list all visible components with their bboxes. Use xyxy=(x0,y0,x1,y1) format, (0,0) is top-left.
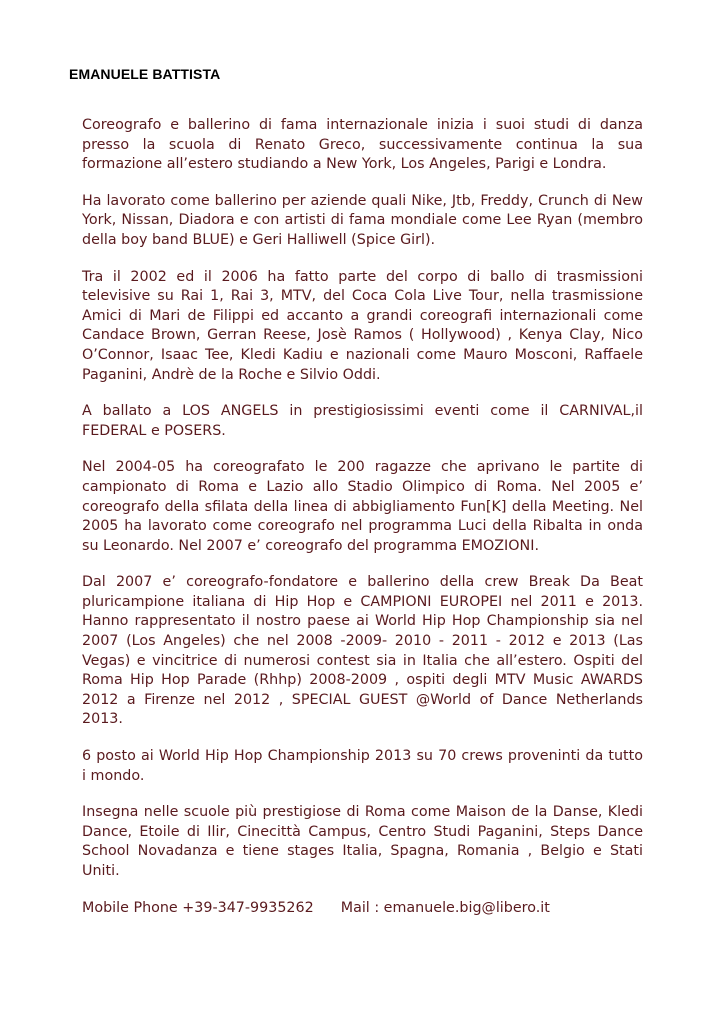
paragraph-choreography: Nel 2004-05 ha coreografato le 200 ragazze che aprivano le partite di campionato di Roma e Lazio allo Stadio Olimpico di Roma. Nel 2005 e’ coreografo della sfilata della linea di abbigliamento Fun[K] della Meeting. Nel 2005 ha lavorato come coreografo nel programma Luci della Ribalta in onda su Leonardo. Nel 2007 e’ coreografo del programma EMOZIONI. xyxy=(82,459,643,554)
paragraph-tv: Tra il 2002 ed il 2006 ha fatto parte del corpo di ballo di trasmissioni televisive su Rai 1, Rai 3, MTV, del Coca Cola Live Tour, nella trasmissione Amici di Mari de Filippi ed accanto a grandi coreografi internazionali come Candace Brown, Gerran Reese, Josè Ramos ( Hollywood) , Kenya Clay, Nico O’Connor, Isaac Tee, Kledi Kadiu e nazionali come Mauro Mosconi, Raffaele Paganini, Andrè de la Roche e Silvio Oddi. xyxy=(82,268,643,383)
paragraph-ranking: 6 posto ai World Hip Hop Championship 2013 su 70 crews proveninti da tutto i mondo. xyxy=(82,748,643,784)
paragraph-teaching: Insegna nelle scuole più prestigiose di Roma come Maison de la Danse, Kledi Dance, Etoile di Ilir, Cinecittà Campus, Centro Studi Paganini, Steps Dance School Novadanza e tiene stages Italia, Spagna, Romania , Belgio e Stati Uniti. xyxy=(82,804,643,879)
paragraph-los-angeles: A ballato a LOS ANGELS in prestigiosissimi eventi come il CARNIVAL,il FEDERAL e POSERS. xyxy=(82,403,643,439)
contact-line xyxy=(82,899,643,919)
paragraph-intro: Coreografo e ballerino di fama internazionale inizia i suoi studi di danza presso la scuola di Renato Greco, successivamente continua la sua formazione all’estero studiando a New York, Los Angeles, Parigi e Londra. xyxy=(82,117,643,173)
biography-body xyxy=(82,116,643,918)
paragraph-brands: Ha lavorato come ballerino per aziende quali Nike, Jtb, Freddy, Crunch di New York, Nissan, Diadora e con artisti di fama mondiale come Lee Ryan (membro della boy band BLUE) e Geri Halliwell (Spice Girl). xyxy=(82,192,643,248)
page-title: EMANUELE BATTISTA xyxy=(69,66,221,82)
contact-mail: Mail : emanuele.big@libero.it xyxy=(340,899,550,916)
contact-phone: Mobile Phone +39-347-9935262 xyxy=(82,899,314,916)
paragraph-crew: Dal 2007 e’ coreografo-fondatore e ballerino della crew Break Da Beat pluricampione italiana di Hip Hop e CAMPIONI EUROPEI nel 2011 e 2013. Hanno rappresentato il nostro paese ai World Hip Hop Championship sia nel 2007 (Los Angeles) che nel 2008 -2009- 2010 - 2011 - 2012 e 2013 (Las Vegas) e vincitrice di numerosi contest sia in Italia che all’estero. Ospiti del Roma Hip Hop Parade (Rhhp) 2008-2009 , ospiti degli MTV Music AWARDS 2012 a Firenze nel 2012 , SPECIAL GUEST @World of Dance Netherlands 2013. xyxy=(82,574,643,728)
